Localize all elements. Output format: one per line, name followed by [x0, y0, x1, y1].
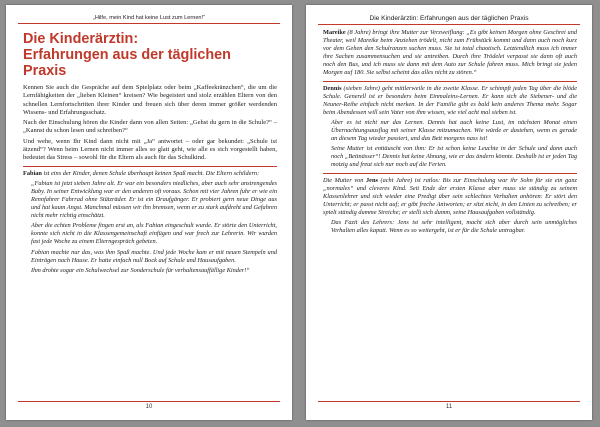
intro-paragraph: Kennen Sie auch die Gespräche auf dem Spielplatz oder beim „Kaffeekränzchen“, die um die Lernfähigkeiten der „lieben Kleinen“ kreisen? Wie begeistert und stolz erzählen Eltern von den schnellen Lernfortschritten ihrer Kinder und freuen sich über deren immer größer werdenden Wissens- und Erfahrungsschatz.	[23, 84, 277, 116]
right-page	[306, 5, 592, 420]
section-divider	[323, 81, 577, 82]
case-quote: Seine Mutter ist enttäuscht von ihm: Er ist schon keine Leuchte in der Schule und dann auch noch „Bettnässer“! Dennis hat keine Ahnung, wie er das ändern könnte. Deshalb ist er jeden Tag motzig und freut sich nur noch auf die Ferien.	[331, 145, 577, 169]
case-text: (acht Jahre) ist ratlos: Bis zur Einschulung war ihr Sohn für sie ein ganz „normales“ und cleveres Kind. Seit Ende der ersten Klasse aber muss sie ständig zu seinem Klassenlehrer und sich wieder eine Predigt über sein schlechtes Verhalten anhören: Er stört den Unterricht; er passt nicht auf; er gibt freche Antworten; er sitzt nicht, in den Linien zu schreiben; er spielt ständig dumme Streiche; er stellt sich dumm, seine Hausaufgaben vollständig.	[323, 176, 577, 216]
section-divider	[23, 166, 277, 167]
case-jens	[323, 177, 577, 217]
chapter-title-line-2: Erfahrungen aus der täglichen Praxis	[23, 47, 231, 79]
page-content	[23, 31, 277, 398]
case-quote: Aber es ist nicht nur das Lernen. Dennis hat auch keine Lust, im nächsten Monat einen Übernachtungsausflug mit seiner Klasse mitzumachen. Wie würde er dastehen, wenn es gerade an diesem Tag wieder passiert, und das Bett morgens nass ist!	[331, 118, 577, 143]
chapter-title	[23, 31, 277, 79]
case-intro-text: ist eins der Kinder, denen Schule überhaupt keinen Spaß macht. Die Eltern schildern:	[41, 169, 260, 177]
case-name: Fabian	[23, 169, 42, 177]
intro-paragraph: Und wehe, wenn Ihr Kind dann nicht mit „Ja“ antwortet – oder gar bekundet: „Schule ist ätzend“? Wenn beim Lernen nicht immer alles so glatt geht, wie alle es sich vorgestellt haben, bedeutet das Stress – sowohl für die Eltern als auch für das Schulkind.	[23, 137, 277, 162]
page-content	[323, 29, 577, 398]
case-dennis	[323, 85, 577, 117]
case-quote: Aber die echten Probleme fingen erst an, als Fabian eingeschult wurde. Er störte den Unterricht, konnte sich nicht in die Klassengemeinschaft einfügen und war frech zur Lehrerin. Wir wurden fast jede Woche zu einem Elterngespräch gebeten.	[31, 222, 277, 246]
intro-paragraph: Nach der Einschulung hören die Kinder dann von allen Seiten: „Gehst du gern in die Schule?“ – „Kannst du schon lesen und schreiben?“	[23, 119, 277, 135]
case-quote: Ihm drohte sogar ein Schulwechsel zur Sonderschule für verhaltensauffällige Kinder!“	[31, 266, 250, 274]
case-mareike	[323, 29, 577, 78]
page-number: 11	[318, 401, 580, 410]
case-text: (8 Jahre) bringt ihre Mutter zur Verzweiflung: „Es gibt keinen Morgen ohne Geschrei und Theater, weil Mareike beim Anziehen trödelt, nicht zum Frühstück kommt und dann auch noch kurz vor dem Gehen den Schulranzen suchen muss. Sie ist total chaotisch. Letztendlich muss ich immer ihre Sachen zusammensuchen und sie antreiben. Durch ihre Trödelei verpasst sie dann oft auch noch den Bus, und ich muss sie dann mit dem Auto zur Schule fahren muss. Mich bringt sie jeden Morgen auf 180. Sie selbst scheint das alles nicht zu stören.“	[323, 29, 577, 77]
page-number: 10	[18, 401, 280, 410]
case-quote: Das Fazit des Lehrers: Jens ist sehr intelligent, macht sich aber durch sein unmögliches Verhalten alles kaputt. Wenn es so weitergeht, ist er für die Schule untragbar.	[331, 218, 577, 235]
case-text: (sieben Jahre) geht mittlerweile in die zweite Klasse. Er schimpft jeden Tag über die blöde Schule. Generell ist er besonders beim Einmaleins-Lernen. Er kann sich die Siebener- und die Neuner-Reihe einfach nicht merken. In der Familie gibt es bald kein anderes Thema mehr. Sogar beim Abendessen will sein Vater von ihm wissen, wie viel acht mal sieben ist.	[323, 84, 577, 116]
running-header: „Hilfe, mein Kind hat keine Lust zum Lernen!“	[18, 15, 280, 24]
chapter-title-line-1: Die Kinderärztin:	[23, 31, 139, 47]
case-quote: Fabian machte nur das, was ihm Spaß machte. Und jede Woche kam er mit neuen Stempeln und Einträgen nach Hause. Er hatte einfach null Bock auf Schule und Hausaufgaben.	[31, 248, 277, 264]
case-intro-fabian	[23, 170, 277, 178]
case-name: Dennis	[323, 84, 342, 92]
case-prefix: Die Mutter von	[323, 176, 367, 184]
case-quote: „Fabian ist jetzt sieben Jahre alt. Er war ein besonders niedliches, aber auch sehr anstrengendes Baby. In seiner Entwicklung war er den anderen oft voraus. Schon mit vier Jahren fuhr er wie ein Rennfahrer Fahrrad ohne Stützräder. Er ist ein Draufgänger. Er probiert gern neue Dinge aus und hat kaum Angst. Manchmal müssen wir ihn bremsen, wenn er zu stark aufdreht und Gefahren nicht mehr richtig einschätzt.	[31, 179, 277, 220]
left-page	[6, 5, 292, 420]
case-name: Jens	[366, 176, 378, 184]
case-name: Mareike	[323, 29, 346, 36]
section-divider	[323, 173, 577, 174]
running-header: Die Kinderärztin: Erfahrungen aus der täglichen Praxis	[318, 15, 580, 25]
